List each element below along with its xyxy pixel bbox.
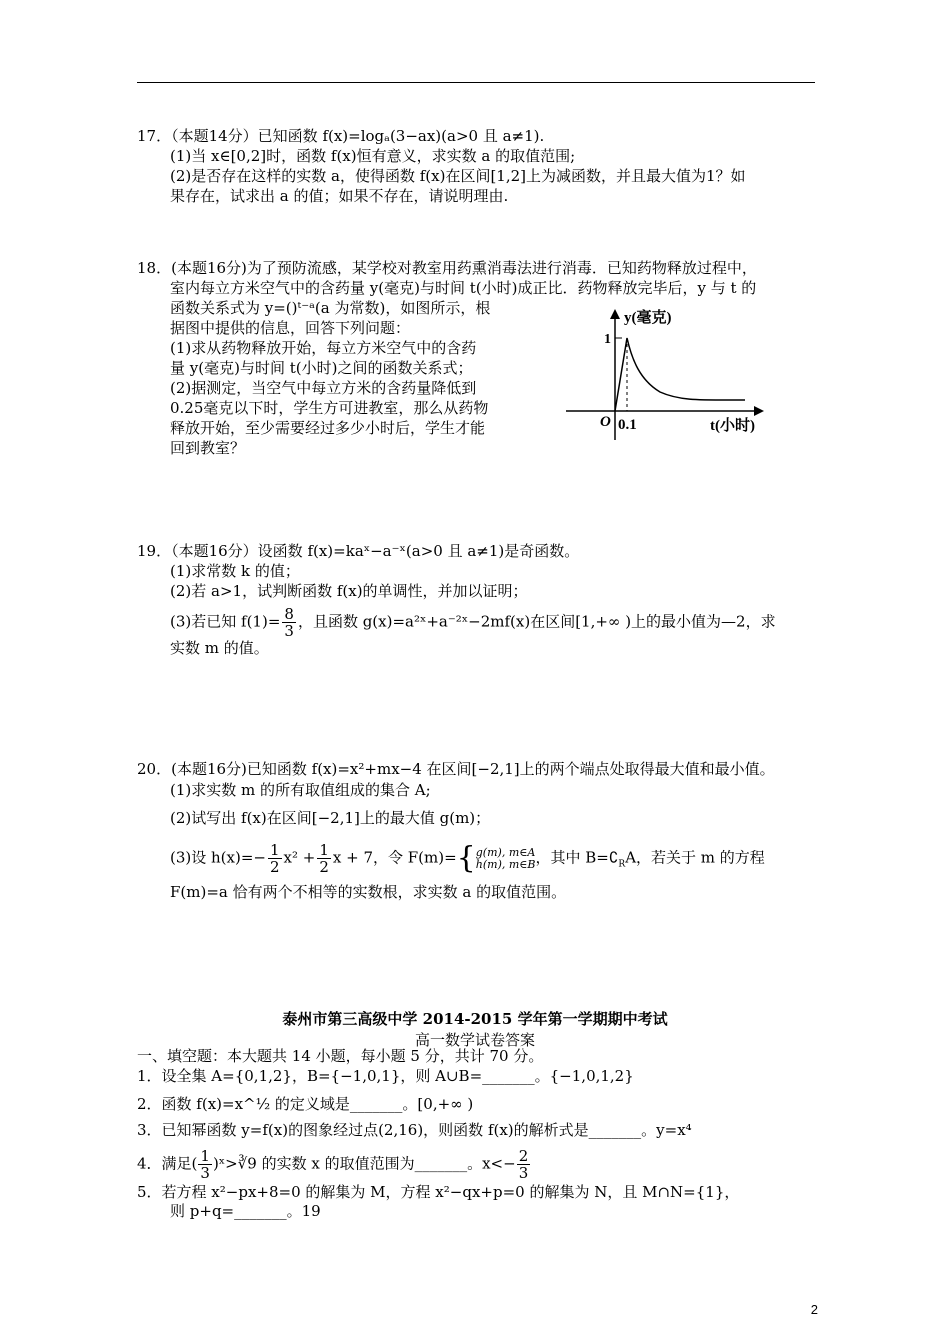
q19-line2: (1)求常数 k 的值； (170, 562, 300, 580)
answer-1: 1．设全集 A={0,1,2}，B={−1,0,1}，则 A∪B=_______。{−1,0,1,2} (137, 1067, 634, 1085)
concentration-curve (615, 338, 745, 411)
q18-line7: (2)据测定，当空气中每立方米的含药量降低到 (170, 379, 477, 397)
q17-line3: (2)是否存在这样的实数 a，使得函数 f(x)在区间[1,2]上为减函数，并且最大值为1？如 (170, 167, 746, 185)
fraction-one-half-2: $\frac{1}{2}$ (319, 841, 329, 876)
q19-line3: (2)若 a>1，试判断函数 f(x)的单调性，并加以证明； (170, 582, 528, 600)
q17-line4: 果存在，试求出 a 的值；如果不存在，请说明理由. (170, 187, 509, 205)
fraction-one-third: $\frac{1}{3}$ (200, 1147, 210, 1182)
answer-4: 4．满足( $\frac{1}{3}$ )ˣ>∛9 的实数 x 的取值范围为_______。x<− $\frac{2}{3}$ (137, 1147, 529, 1182)
tick-y-label: 1 (604, 332, 611, 347)
tick-x-label: 0.1 (618, 417, 637, 433)
q18-line9: 释放开始，至少需要经过多少小时后，学生才能 (170, 419, 486, 437)
q19-line5: 实数 m 的值。 (170, 639, 269, 657)
fraction-one-half: $\frac{1}{2}$ (269, 841, 280, 876)
q20-line2: (1)求实数 m 的所有取值组成的集合 A; (170, 781, 431, 799)
school-title: 泰州市第三高级中学 2014-2015 学年第一学期期中考试 (282, 1010, 668, 1028)
answer-3: 3．已知幂函数 y=f(x)的图象经过点(2,16)，则函数 f(x)的解析式是_______。y=x⁴ (137, 1121, 692, 1139)
origin-label: O (600, 414, 611, 430)
q20-line1: 20．(本题16分)已知函数 f(x)=x²+mx−4 在区间[−2,1]上的两个端点处取得最大值和最小值。 (137, 760, 775, 778)
y-axis-label: y(毫克) (624, 310, 672, 326)
answers-section-heading: 一、填空题：本大题共 14 小题，每小题 5 分，共计 70 分。 (137, 1047, 544, 1065)
q18-line6: 量 y(毫克)与时间 t(小时)之间的函数关系式； (170, 359, 473, 377)
answer-subtitle: 高一数学试卷答案 (414, 1031, 535, 1049)
q20-line5: F(m)=a 恰有两个不相等的实数根，求实数 a 的取值范围。 (170, 883, 567, 901)
q19-line1: 19．（本题16分）设函数 f(x)=kaˣ−a⁻ˣ(a>0 且 a≠1)是奇函数。 (137, 542, 580, 560)
fraction-two-thirds: $\frac{2}{3}$ (518, 1147, 529, 1182)
y-axis-arrow (610, 309, 620, 319)
q18-line3: 函数关系式为 y=()ᵗ⁻ᵃ(a 为常数)，如图所示，根 (170, 299, 491, 317)
fraction-8-3: $\frac{8}{3}$ (284, 605, 294, 640)
answer-5-line1: 5．若方程 x²−px+8=0 的解集为 M，方程 x²−qx+p=0 的解集为 N，且 M∩N={1}， (137, 1183, 740, 1201)
q17-line2: (1)当 x∈[0,2]时，函数 f(x)恒有意义，求实数 a 的取值范围; (170, 147, 576, 165)
q18-line2: 室内每立方米空气中的含药量 y(毫克)与时间 t(小时)成正比．药物释放完毕后，y 与 t 的 (170, 279, 757, 297)
piecewise-cases: g(m), m∈A h(m), m∈B (475, 845, 536, 871)
q18-line5: (1)求从药物释放开始，每立方米空气中的含药 (170, 339, 477, 357)
q18-line8: 0.25毫克以下时，学生方可进教室，那么从药物 (170, 399, 489, 417)
page-number: 2 (810, 1302, 818, 1317)
q19-line4-a: (3)若已知 f(1)= (170, 612, 281, 631)
top-rule (137, 82, 815, 83)
q18-line4: 据图中提供的信息，回答下列问题： (170, 319, 411, 337)
answer-5-line2: 则 p+q=_______。19 (170, 1202, 321, 1220)
q20-line3: (2)试写出 f(x)在区间[−2,1]上的最大值 g(m)； (170, 809, 491, 827)
piecewise-brace: { (456, 840, 476, 876)
q17-line1: 17．（本题14分）已知函数 f(x)=logₐ(3−ax)(a>0 且 a≠1). (137, 127, 545, 145)
x-axis-arrow (754, 406, 764, 416)
q19-line4 (170, 606, 776, 639)
q19-line4-b: ，且函数 g(x)=a²ˣ+a⁻²ˣ−2mf(x)在区间[1,+∞ )上的最小值为—2，求 (297, 612, 776, 631)
q20-line4: (3)设 h(x)=− $\frac{1}{2}$ x² + $\frac{1}{2}$ x + 7，令 F(m)={ g(m), m∈A h(m), m∈B ，其中 $B=∁_RA$，若关于 m 的方程 (170, 840, 765, 876)
q18-line1: 18．(本题16分)为了预防流感，某学校对教室用药熏消毒法进行消毒．已知药物释放过程中， (137, 259, 757, 277)
answer-2: 2．函数 f(x)=x^½ 的定义域是_______。[0,+∞ ) (137, 1095, 474, 1113)
drug-concentration-graph (560, 300, 775, 450)
x-axis-label: t(小时) (710, 418, 755, 434)
q18-line10: 回到教室？ (170, 439, 246, 457)
